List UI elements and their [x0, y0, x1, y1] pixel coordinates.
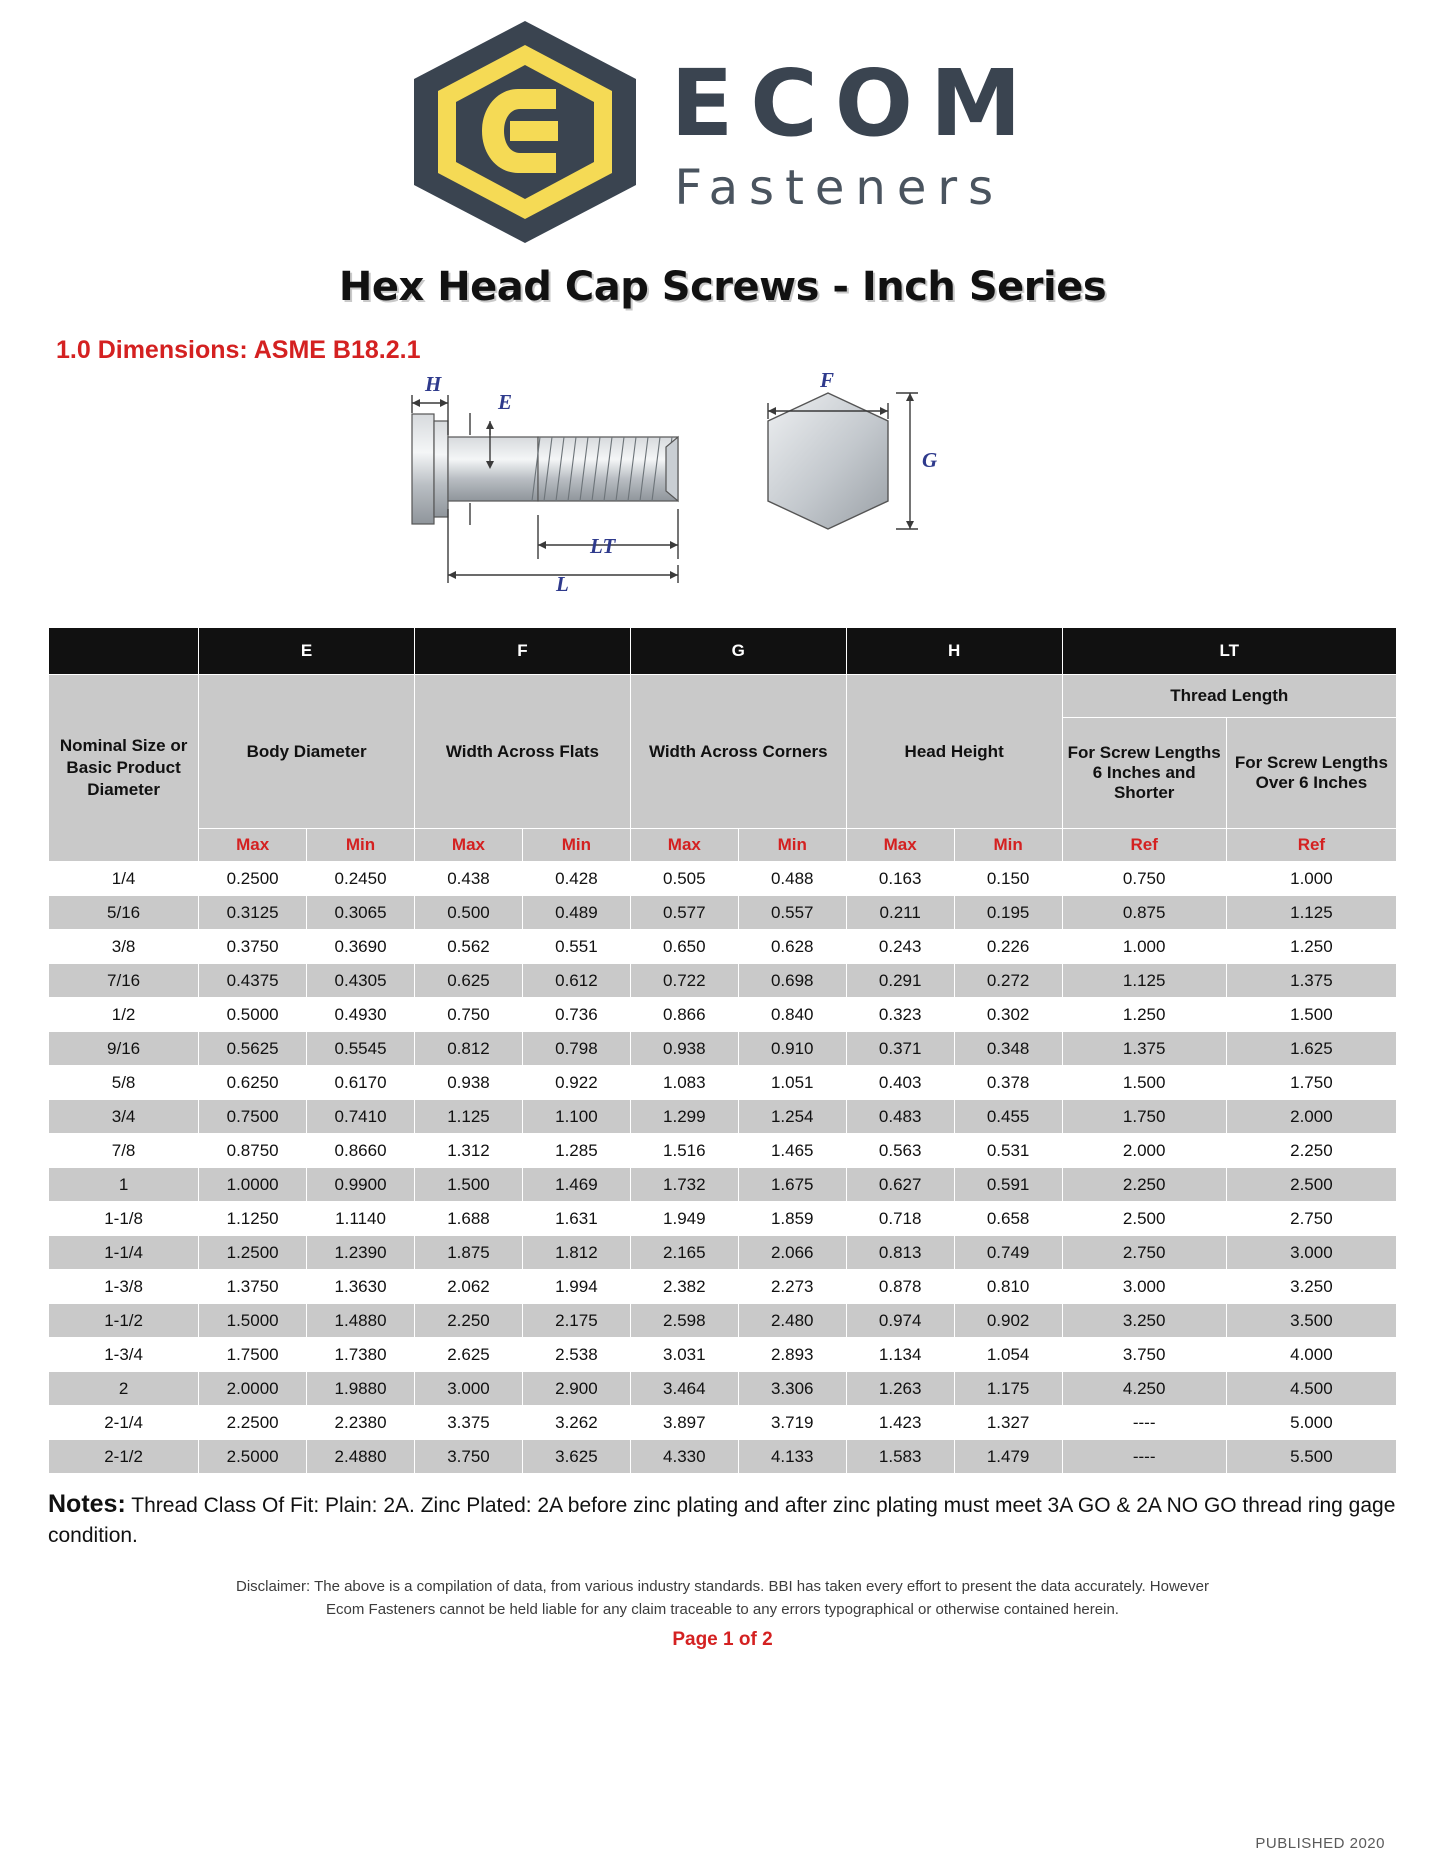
- header-h-min: Min: [954, 829, 1062, 862]
- cell-lt-long: 1.250: [1226, 930, 1396, 964]
- cell-h-max: 0.563: [846, 1134, 954, 1168]
- notes-label: Notes:: [48, 1490, 126, 1518]
- cell-g-min: 3.719: [738, 1406, 846, 1440]
- cell-lt-long: 5.500: [1226, 1440, 1396, 1474]
- cell-lt-long: 3.500: [1226, 1304, 1396, 1338]
- group-header-F: F: [415, 628, 631, 675]
- table-row: [49, 930, 1397, 964]
- cell-h-min: 0.195: [954, 896, 1062, 930]
- cell-h-min: 0.749: [954, 1236, 1062, 1270]
- table-row: [49, 1168, 1397, 1202]
- cell-g-min: 0.698: [738, 964, 846, 998]
- cell-g-min: 1.051: [738, 1066, 846, 1100]
- cell-g-min: 2.480: [738, 1304, 846, 1338]
- cell-lt-short: 1.375: [1062, 1032, 1226, 1066]
- cell-h-min: 0.302: [954, 998, 1062, 1032]
- cell-f-max: 0.750: [415, 998, 523, 1032]
- group-header-G: G: [630, 628, 846, 675]
- cell-lt-long: 1.375: [1226, 964, 1396, 998]
- cell-nominal: 1-1/2: [49, 1304, 199, 1338]
- cell-g-max: 1.732: [630, 1168, 738, 1202]
- cell-lt-long: 2.000: [1226, 1100, 1396, 1134]
- cell-f-min: 3.262: [522, 1406, 630, 1440]
- table-row: [49, 1100, 1397, 1134]
- label-G: G: [922, 448, 938, 472]
- cell-nominal: 1/4: [49, 862, 199, 896]
- table-row: [49, 1372, 1397, 1406]
- cell-g-max: 3.031: [630, 1338, 738, 1372]
- brand-name: ECOM: [670, 50, 1039, 157]
- header-width-across-flats: Width Across Flats: [415, 675, 631, 829]
- header-e-min: Min: [307, 829, 415, 862]
- cell-h-min: 0.455: [954, 1100, 1062, 1134]
- cell-nominal: 3/8: [49, 930, 199, 964]
- cell-e-min: 1.1140: [307, 1202, 415, 1236]
- cell-g-max: 2.382: [630, 1270, 738, 1304]
- cell-e-max: 0.4375: [199, 964, 307, 998]
- cell-g-max: 0.577: [630, 896, 738, 930]
- cell-lt-long: 3.000: [1226, 1236, 1396, 1270]
- cell-e-max: 0.3750: [199, 930, 307, 964]
- cell-lt-short: 2.000: [1062, 1134, 1226, 1168]
- cell-lt-short: 1.125: [1062, 964, 1226, 998]
- cell-f-max: 1.688: [415, 1202, 523, 1236]
- cell-f-max: 1.875: [415, 1236, 523, 1270]
- cell-f-min: 0.489: [522, 896, 630, 930]
- cell-f-min: 0.922: [522, 1066, 630, 1100]
- cell-g-max: 0.722: [630, 964, 738, 998]
- cell-e-min: 1.3630: [307, 1270, 415, 1304]
- cell-g-max: 3.464: [630, 1372, 738, 1406]
- cell-e-max: 2.5000: [199, 1440, 307, 1474]
- cell-e-max: 0.7500: [199, 1100, 307, 1134]
- cell-g-max: 1.299: [630, 1100, 738, 1134]
- table-row: [49, 1304, 1397, 1338]
- cell-h-max: 0.627: [846, 1168, 954, 1202]
- cell-e-min: 0.8660: [307, 1134, 415, 1168]
- cell-g-max: 2.598: [630, 1304, 738, 1338]
- header-e-max: Max: [199, 829, 307, 862]
- table-row: [49, 1236, 1397, 1270]
- cell-g-max: 0.938: [630, 1032, 738, 1066]
- cell-g-min: 2.273: [738, 1270, 846, 1304]
- cell-nominal: 1-1/8: [49, 1202, 199, 1236]
- cell-f-max: 2.062: [415, 1270, 523, 1304]
- cell-h-min: 0.658: [954, 1202, 1062, 1236]
- cell-h-min: 0.272: [954, 964, 1062, 998]
- cell-e-max: 1.3750: [199, 1270, 307, 1304]
- table-row: [49, 1134, 1397, 1168]
- cell-e-min: 1.2390: [307, 1236, 415, 1270]
- label-F: F: [820, 369, 835, 392]
- cell-lt-long: 5.000: [1226, 1406, 1396, 1440]
- cell-g-min: 1.859: [738, 1202, 846, 1236]
- dimension-diagram: [48, 369, 1397, 619]
- cell-g-min: 0.488: [738, 862, 846, 896]
- disclaimer-text: Disclaimer: The above is a compilation of data, from various industry standards. BBI has taken every effort to present the data accurately. However Ecom Fasteners cannot be held liable for any claim traceable to any errors typographical or otherwise contained herein.: [236, 1578, 1209, 1618]
- table-row: [49, 1440, 1397, 1474]
- cell-nominal: 1-3/8: [49, 1270, 199, 1304]
- cell-f-min: 2.900: [522, 1372, 630, 1406]
- cell-nominal: 7/8: [49, 1134, 199, 1168]
- header-head-height: Head Height: [846, 675, 1062, 829]
- label-H: H: [425, 372, 442, 396]
- cell-f-min: 1.631: [522, 1202, 630, 1236]
- header-lt-short-ref: Ref: [1062, 829, 1226, 862]
- cell-lt-short: 3.250: [1062, 1304, 1226, 1338]
- cell-lt-long: 1.125: [1226, 896, 1396, 930]
- cell-e-max: 2.0000: [199, 1372, 307, 1406]
- cell-f-min: 0.736: [522, 998, 630, 1032]
- cell-f-max: 0.500: [415, 896, 523, 930]
- group-header-LT: LT: [1062, 628, 1396, 675]
- cell-e-max: 2.2500: [199, 1406, 307, 1440]
- cell-f-max: 3.375: [415, 1406, 523, 1440]
- cell-f-min: 0.428: [522, 862, 630, 896]
- page-number: Page 1 of 2: [672, 1629, 773, 1651]
- header-f-max: Max: [415, 829, 523, 862]
- cell-f-min: 0.551: [522, 930, 630, 964]
- brand-subname: Fasteners: [674, 160, 1005, 216]
- cell-h-max: 0.813: [846, 1236, 954, 1270]
- cell-g-min: 2.066: [738, 1236, 846, 1270]
- header-body-diameter: Body Diameter: [199, 675, 415, 829]
- cell-lt-long: 4.500: [1226, 1372, 1396, 1406]
- table-row: [49, 862, 1397, 896]
- cell-f-min: 0.798: [522, 1032, 630, 1066]
- cell-f-max: 0.625: [415, 964, 523, 998]
- cell-f-max: 0.562: [415, 930, 523, 964]
- header-lt-long-ref: Ref: [1226, 829, 1396, 862]
- cell-f-min: 1.994: [522, 1270, 630, 1304]
- cell-lt-short: 2.500: [1062, 1202, 1226, 1236]
- header-lt-short: For Screw Lengths 6 Inches and Shorter: [1062, 718, 1226, 829]
- table-row: [49, 896, 1397, 930]
- cell-lt-short: 1.000: [1062, 930, 1226, 964]
- cell-e-min: 2.2380: [307, 1406, 415, 1440]
- cell-e-max: 1.0000: [199, 1168, 307, 1202]
- cell-e-min: 2.4880: [307, 1440, 415, 1474]
- cell-nominal: 1: [49, 1168, 199, 1202]
- table-subgroup-row: [49, 675, 1397, 718]
- cell-lt-long: 1.000: [1226, 862, 1396, 896]
- cell-g-min: 0.557: [738, 896, 846, 930]
- table-row: [49, 964, 1397, 998]
- cell-f-max: 2.625: [415, 1338, 523, 1372]
- cell-nominal: 5/8: [49, 1066, 199, 1100]
- table-row: [49, 1406, 1397, 1440]
- group-header-E: E: [199, 628, 415, 675]
- label-L: L: [556, 572, 569, 596]
- cell-g-max: 4.330: [630, 1440, 738, 1474]
- cell-e-min: 0.5545: [307, 1032, 415, 1066]
- cell-g-max: 3.897: [630, 1406, 738, 1440]
- cell-f-max: 3.750: [415, 1440, 523, 1474]
- cell-h-max: 0.878: [846, 1270, 954, 1304]
- cell-e-min: 0.6170: [307, 1066, 415, 1100]
- cell-lt-long: 4.000: [1226, 1338, 1396, 1372]
- header-thread-length: Thread Length: [1062, 675, 1396, 718]
- table-row: [49, 1338, 1397, 1372]
- cell-f-min: 3.625: [522, 1440, 630, 1474]
- cell-g-min: 1.465: [738, 1134, 846, 1168]
- cell-lt-short: 1.250: [1062, 998, 1226, 1032]
- published-date: PUBLISHED 2020: [1255, 1835, 1385, 1852]
- header-nominal-size-text: Nominal Size or Basic Product Diameter: [59, 735, 188, 800]
- cell-h-min: 1.327: [954, 1406, 1062, 1440]
- cell-g-max: 2.165: [630, 1236, 738, 1270]
- header-lt-long: For Screw Lengths Over 6 Inches: [1226, 718, 1396, 829]
- cell-f-max: 1.500: [415, 1168, 523, 1202]
- cell-g-min: 1.254: [738, 1100, 846, 1134]
- cell-e-max: 0.3125: [199, 896, 307, 930]
- cell-h-max: 0.371: [846, 1032, 954, 1066]
- cell-f-max: 1.125: [415, 1100, 523, 1134]
- cell-lt-long: 1.750: [1226, 1066, 1396, 1100]
- cell-e-min: 1.9880: [307, 1372, 415, 1406]
- cell-g-min: 4.133: [738, 1440, 846, 1474]
- cell-e-min: 0.9900: [307, 1168, 415, 1202]
- cell-nominal: 1-1/4: [49, 1236, 199, 1270]
- cell-e-max: 1.7500: [199, 1338, 307, 1372]
- cell-e-max: 0.2500: [199, 862, 307, 896]
- cell-lt-long: 3.250: [1226, 1270, 1396, 1304]
- cell-h-min: 0.902: [954, 1304, 1062, 1338]
- group-header-H: H: [846, 628, 1062, 675]
- cell-h-max: 0.974: [846, 1304, 954, 1338]
- cell-g-max: 0.866: [630, 998, 738, 1032]
- cell-lt-short: 3.750: [1062, 1338, 1226, 1372]
- cell-g-max: 0.505: [630, 862, 738, 896]
- cell-e-max: 0.5000: [199, 998, 307, 1032]
- header-h-max: Max: [846, 829, 954, 862]
- label-E: E: [498, 390, 513, 414]
- table-minmax-row: [49, 829, 1397, 862]
- cell-g-max: 0.650: [630, 930, 738, 964]
- cell-e-min: 0.2450: [307, 862, 415, 896]
- cell-g-min: 0.910: [738, 1032, 846, 1066]
- cell-g-min: 0.840: [738, 998, 846, 1032]
- cell-f-max: 1.312: [415, 1134, 523, 1168]
- cell-nominal: 2: [49, 1372, 199, 1406]
- cell-lt-short: 2.250: [1062, 1168, 1226, 1202]
- cell-h-max: 0.483: [846, 1100, 954, 1134]
- notes-text: Thread Class Of Fit: Plain: 2A. Zinc Plated: 2A before zinc plating and after zinc plating must meet 3A GO & 2A NO GO thread ring gage condition.: [48, 1494, 1396, 1547]
- table-row: [49, 1066, 1397, 1100]
- cell-e-min: 0.7410: [307, 1100, 415, 1134]
- cell-lt-long: 2.250: [1226, 1134, 1396, 1168]
- header-g-max: Max: [630, 829, 738, 862]
- cell-f-max: 0.812: [415, 1032, 523, 1066]
- cell-h-max: 1.134: [846, 1338, 954, 1372]
- cell-lt-long: 2.750: [1226, 1202, 1396, 1236]
- label-LT: LT: [590, 534, 616, 558]
- header-width-across-corners: Width Across Corners: [630, 675, 846, 829]
- cell-f-min: 1.285: [522, 1134, 630, 1168]
- dimensions-table: [48, 627, 1397, 1474]
- cell-e-min: 0.4305: [307, 964, 415, 998]
- cell-lt-short: 1.500: [1062, 1066, 1226, 1100]
- cell-nominal: 9/16: [49, 1032, 199, 1066]
- header-nominal-size: [49, 675, 199, 862]
- cell-g-max: 1.949: [630, 1202, 738, 1236]
- cell-nominal: 2-1/4: [49, 1406, 199, 1440]
- cell-lt-long: 2.500: [1226, 1168, 1396, 1202]
- cell-e-max: 1.2500: [199, 1236, 307, 1270]
- cell-h-max: 0.323: [846, 998, 954, 1032]
- cell-nominal: 1-3/4: [49, 1338, 199, 1372]
- cell-e-max: 1.1250: [199, 1202, 307, 1236]
- cell-h-max: 0.291: [846, 964, 954, 998]
- cell-h-min: 0.226: [954, 930, 1062, 964]
- cell-f-max: 0.438: [415, 862, 523, 896]
- cell-nominal: 1/2: [49, 998, 199, 1032]
- cell-nominal: 7/16: [49, 964, 199, 998]
- cell-lt-short: 2.750: [1062, 1236, 1226, 1270]
- cell-h-max: 1.263: [846, 1372, 954, 1406]
- cell-f-min: 1.469: [522, 1168, 630, 1202]
- cell-f-min: 1.812: [522, 1236, 630, 1270]
- cell-lt-short: ----: [1062, 1440, 1226, 1474]
- cell-h-min: 0.531: [954, 1134, 1062, 1168]
- cell-h-min: 0.150: [954, 862, 1062, 896]
- notes-block: [48, 1488, 1397, 1550]
- cell-e-max: 1.5000: [199, 1304, 307, 1338]
- cell-f-min: 2.175: [522, 1304, 630, 1338]
- cell-h-min: 1.054: [954, 1338, 1062, 1372]
- cell-h-max: 0.718: [846, 1202, 954, 1236]
- cell-e-min: 0.4930: [307, 998, 415, 1032]
- cell-e-min: 0.3690: [307, 930, 415, 964]
- page-title: Hex Head Cap Screws - Inch Series: [338, 264, 1107, 310]
- table-body: [49, 862, 1397, 1474]
- cell-h-max: 1.583: [846, 1440, 954, 1474]
- hex-e-logo-icon: [406, 17, 644, 247]
- cell-lt-short: ----: [1062, 1406, 1226, 1440]
- cell-g-min: 0.628: [738, 930, 846, 964]
- table-row: [49, 998, 1397, 1032]
- table-row: [49, 1202, 1397, 1236]
- cell-lt-long: 1.500: [1226, 998, 1396, 1032]
- header-g-min: Min: [738, 829, 846, 862]
- cell-h-max: 0.163: [846, 862, 954, 896]
- cell-f-min: 2.538: [522, 1338, 630, 1372]
- cell-f-max: 0.938: [415, 1066, 523, 1100]
- cell-g-min: 2.893: [738, 1338, 846, 1372]
- cell-g-min: 3.306: [738, 1372, 846, 1406]
- cell-lt-long: 1.625: [1226, 1032, 1396, 1066]
- cell-h-max: 0.403: [846, 1066, 954, 1100]
- cell-h-min: 0.591: [954, 1168, 1062, 1202]
- cell-e-max: 0.8750: [199, 1134, 307, 1168]
- cell-lt-short: 0.750: [1062, 862, 1226, 896]
- cell-h-min: 1.175: [954, 1372, 1062, 1406]
- cell-h-min: 0.378: [954, 1066, 1062, 1100]
- header-f-min: Min: [522, 829, 630, 862]
- cell-f-max: 2.250: [415, 1304, 523, 1338]
- section-title: 1.0 Dimensions: ASME B18.2.1: [56, 336, 421, 364]
- cell-e-min: 1.7380: [307, 1338, 415, 1372]
- cell-e-max: 0.6250: [199, 1066, 307, 1100]
- cell-e-min: 0.3065: [307, 896, 415, 930]
- cell-nominal: 5/16: [49, 896, 199, 930]
- cell-lt-short: 0.875: [1062, 896, 1226, 930]
- cell-h-max: 0.211: [846, 896, 954, 930]
- cell-h-max: 0.243: [846, 930, 954, 964]
- cell-g-max: 1.516: [630, 1134, 738, 1168]
- brand-header: [48, 0, 1397, 240]
- cell-lt-short: 1.750: [1062, 1100, 1226, 1134]
- cell-h-min: 0.348: [954, 1032, 1062, 1066]
- cell-lt-short: 3.000: [1062, 1270, 1226, 1304]
- cell-nominal: 3/4: [49, 1100, 199, 1134]
- cell-g-max: 1.083: [630, 1066, 738, 1100]
- cell-h-min: 1.479: [954, 1440, 1062, 1474]
- bolt-diagram-svg: [378, 369, 1078, 619]
- table-group-header-row: [49, 628, 1397, 675]
- cell-e-max: 0.5625: [199, 1032, 307, 1066]
- cell-f-min: 1.100: [522, 1100, 630, 1134]
- cell-f-max: 3.000: [415, 1372, 523, 1406]
- cell-h-max: 1.423: [846, 1406, 954, 1440]
- table-row: [49, 1032, 1397, 1066]
- cell-h-min: 0.810: [954, 1270, 1062, 1304]
- table-row: [49, 1270, 1397, 1304]
- group-header-blank: [49, 628, 199, 675]
- cell-e-min: 1.4880: [307, 1304, 415, 1338]
- cell-f-min: 0.612: [522, 964, 630, 998]
- cell-lt-short: 4.250: [1062, 1372, 1226, 1406]
- cell-g-min: 1.675: [738, 1168, 846, 1202]
- cell-nominal: 2-1/2: [49, 1440, 199, 1474]
